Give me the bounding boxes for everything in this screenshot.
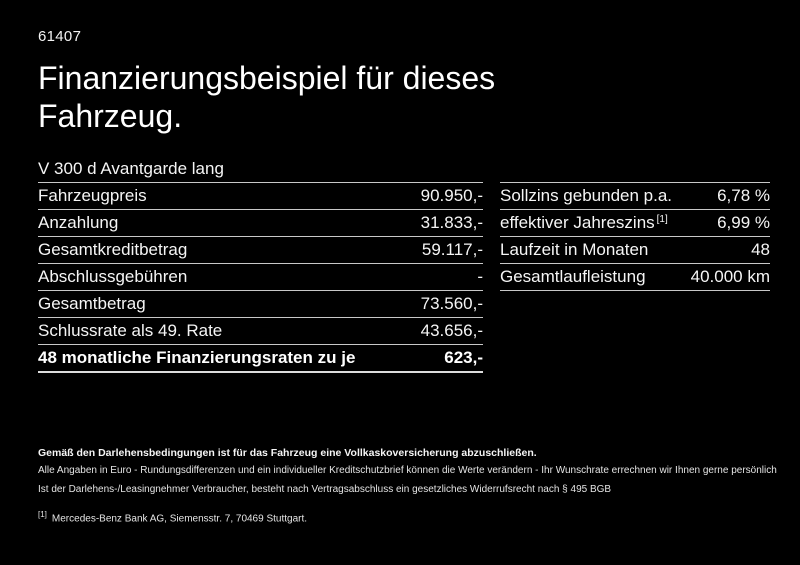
table-row [38,291,483,318]
insurance-requirement-note: Gemäß den Darlehensbedingungen ist für das Fahrzeug eine Vollkaskoversicherung abzuschließen. [38,447,537,460]
row-label: Laufzeit in Monaten [500,240,649,260]
finance-tables [38,156,770,373]
row-label: Sollzins gebunden p.a. [500,186,673,206]
row-value: 48 [751,240,770,260]
withdrawal-right-note: Ist der Darlehens-/Leasingnehmer Verbraucher, besteht nach Vertragsabschluss ein gesetzliches Widerrufsrecht nach § 495 BGB [38,484,612,496]
row-value: 90.950,- [420,186,483,206]
table-row [38,264,483,291]
legal-footer [38,447,777,525]
table-row [500,264,770,291]
footnote-text: Mercedes-Benz Bank AG, Siemensstr. 7, 70469 Stuttgart. [51,513,308,525]
footnote-marker: [1] [656,213,668,225]
row-value: 43.656,- [420,321,483,341]
table-row [500,237,770,264]
footnote-marker: [1] [38,510,47,520]
row-value: 6,99 % [717,213,770,233]
page-title: Finanzierungsbeispiel für dieses Fahrzeug. [38,60,496,134]
row-value: 31.833,- [420,213,483,233]
row-label: Gesamtkreditbetrag [38,240,188,260]
finance-table-left [38,156,483,373]
table-row [38,237,483,264]
row-value: 59.117,- [421,240,483,260]
row-label: Anzahlung [38,213,119,233]
row-value: - [477,267,483,287]
table-row [500,183,770,210]
table-row [38,183,483,210]
row-label: Schlussrate als 49. Rate [38,321,223,341]
row-value: 623,- [444,348,483,368]
table-row [500,210,770,237]
row-value: 73.560,- [420,294,483,314]
row-label: 48 monatliche Finanzierungsraten zu je [38,348,356,368]
model-row [38,156,483,183]
finance-table-right [500,182,770,291]
table-row [38,318,483,345]
bank-footnote [38,508,770,525]
table-row [38,210,483,237]
row-label: Gesamtlaufleistung [500,267,646,287]
monthly-rate-total-row [38,345,483,373]
row-value: 40.000 km [690,267,770,287]
document-number: 61407 [38,28,82,45]
row-label: Gesamtbetrag [38,294,146,314]
row-value: 6,78 % [717,186,770,206]
row-label: effektiver Jahreszins [1] [500,213,668,233]
disclaimer-note: Alle Angaben in Euro - Rundungsdifferenzen und ein individueller Kreditschutzbrief können die Werte verändern - Ihr Wunschrate errechnen wir Ihnen gerne persönlich [38,465,777,477]
row-label: Abschlussgebühren [38,267,188,287]
model-name: V 300 d Avantgarde lang [38,159,224,179]
row-label: Fahrzeugpreis [38,186,147,206]
